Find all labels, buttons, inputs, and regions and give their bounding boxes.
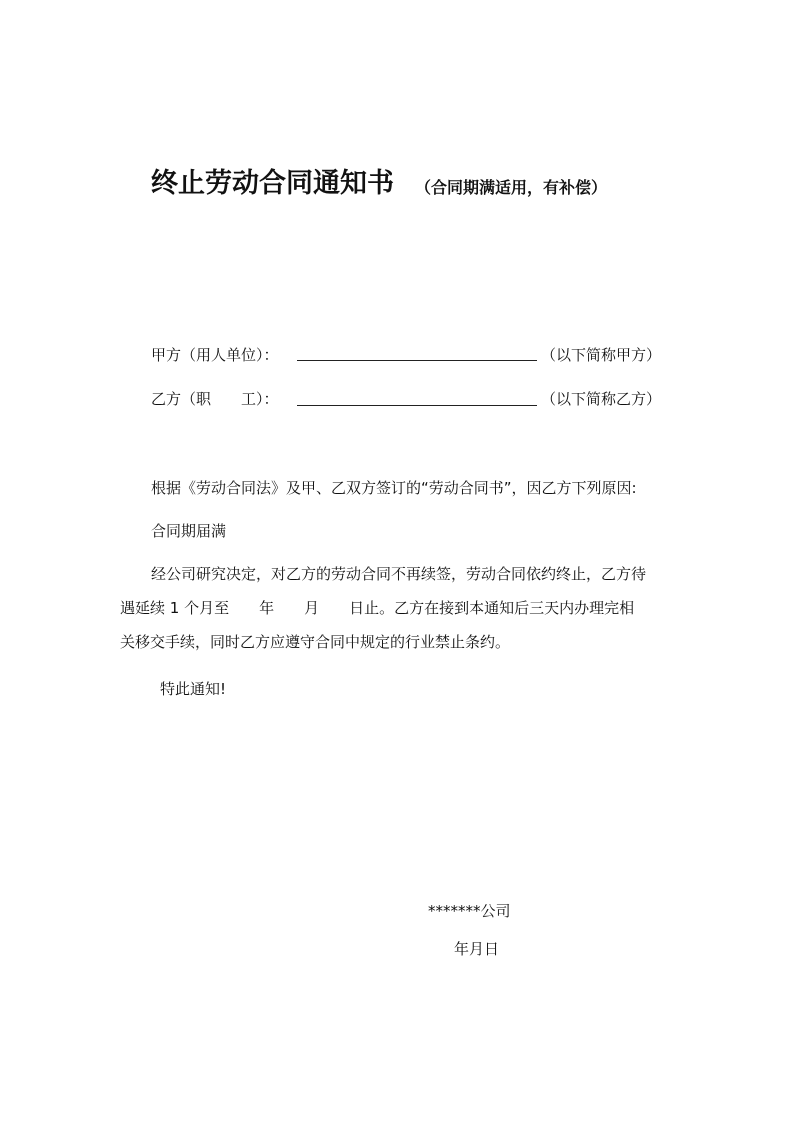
party-a-blank-line xyxy=(297,360,537,361)
signature-company: *******公司 xyxy=(428,902,511,920)
party-b-label: 乙方（职 工）： xyxy=(151,390,279,408)
party-b-suffix: （以下简称乙方） xyxy=(541,390,662,408)
paragraph-decision-line-2: 遇延续 1 个月至 年 月 日止。乙方在接到本通知后三天内办理完相 xyxy=(120,599,635,617)
termination-reason: 合同期届满 xyxy=(151,522,227,540)
party-b-blank-line xyxy=(297,405,537,406)
document-title: 终止劳动合同通知书 xyxy=(151,168,394,199)
paragraph-basis: 根据《劳动合同法》及甲、乙双方签订的“劳动合同书”，因乙方下列原因: xyxy=(151,479,637,497)
party-a-suffix: （以下简称甲方） xyxy=(541,346,662,364)
document-subtitle: （合同期满适用，有补偿） xyxy=(415,178,608,197)
party-a-label: 甲方（用人单位）： xyxy=(151,346,279,364)
notice-closing: 特此通知! xyxy=(160,680,227,698)
paragraph-decision-line-1: 经公司研究决定，对乙方的劳动合同不再续签，劳动合同依约终止，乙方待 xyxy=(151,565,647,583)
signature-date: 年月日 xyxy=(454,940,500,958)
paragraph-decision-line-3: 关移交手续，同时乙方应遵守合同中规定的行业禁止条约。 xyxy=(120,633,511,651)
